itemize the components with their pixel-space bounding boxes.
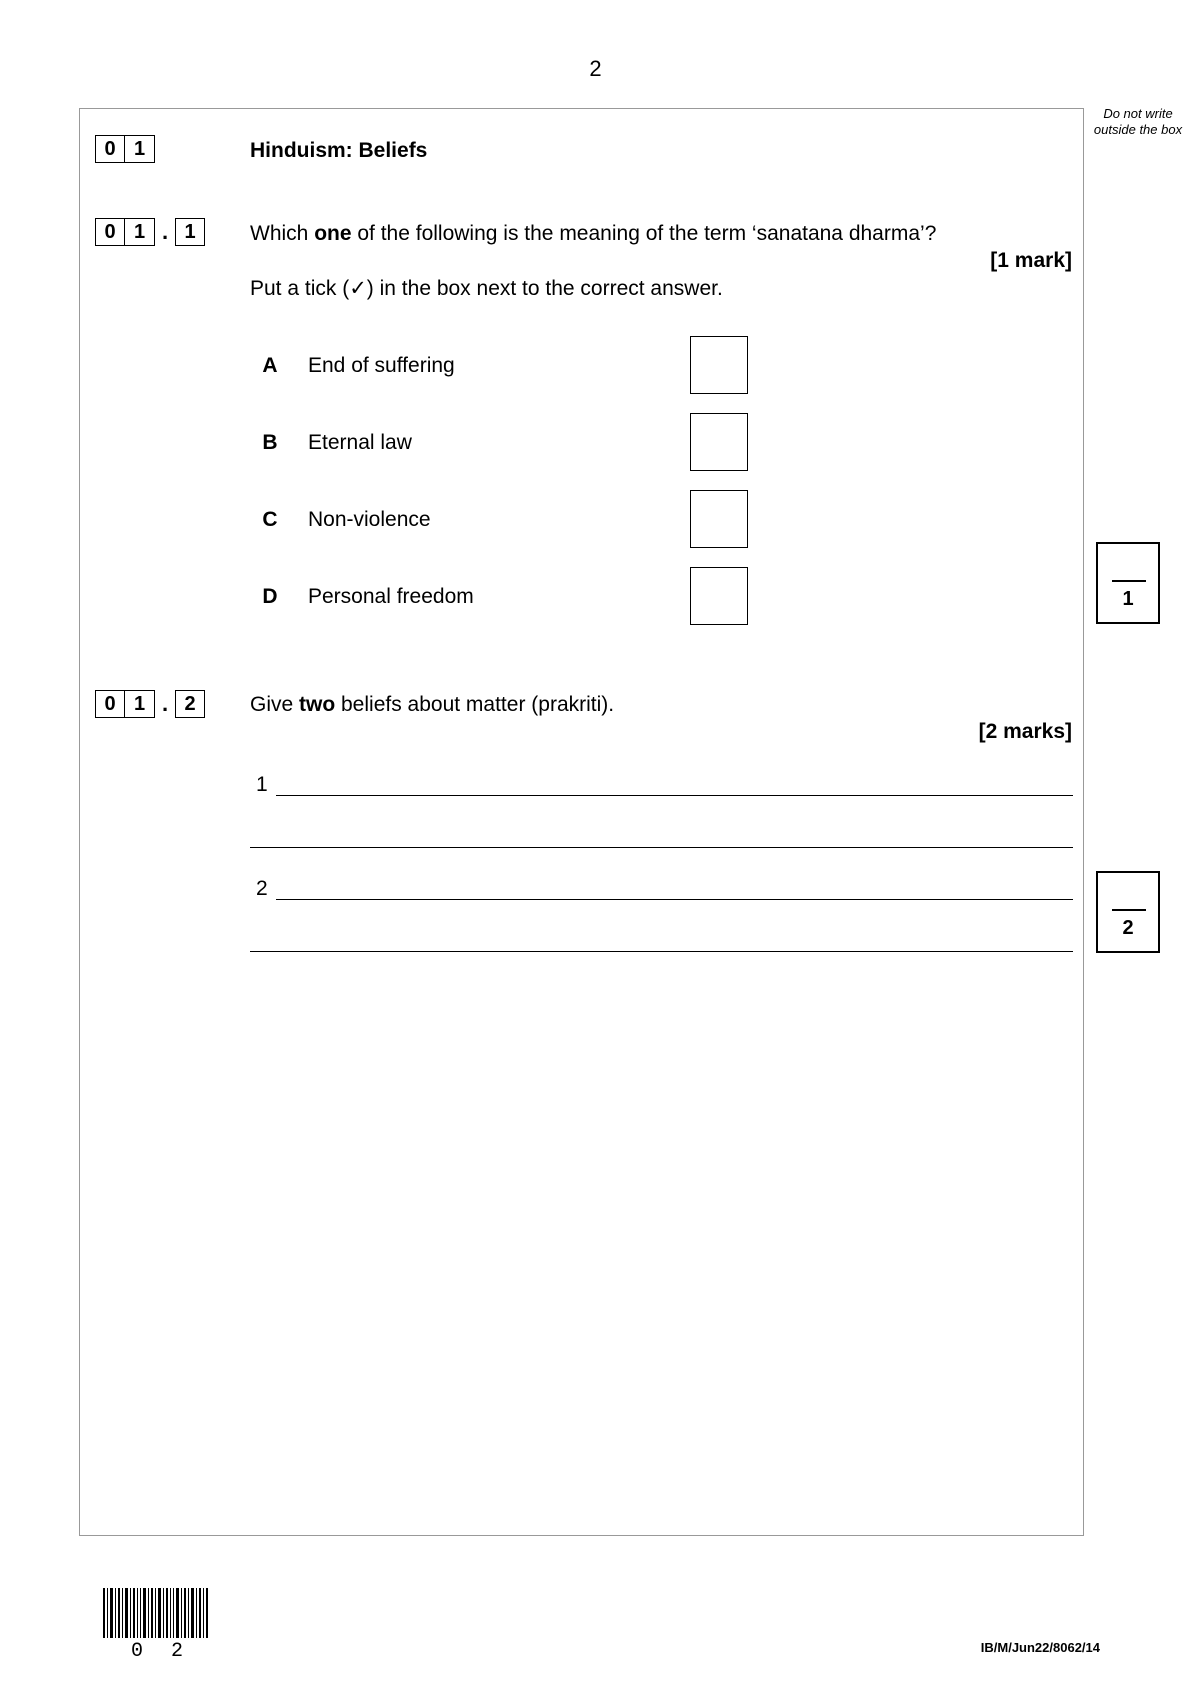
answer-number-2: 2: [256, 877, 268, 900]
option-text-b: Eternal law: [308, 431, 412, 454]
q1-prompt: [250, 222, 936, 246]
q1-marks: [1 mark]: [990, 249, 1072, 272]
option-c-checkbox[interactable]: [690, 490, 748, 548]
section-title: Hinduism: Beliefs: [250, 139, 428, 162]
option-b-checkbox[interactable]: [690, 413, 748, 471]
q2-score-box: [1096, 871, 1160, 953]
option-letter-b: B: [262, 431, 278, 454]
margin-note: Do not write outside the box: [1093, 106, 1183, 137]
q1-score-box: [1096, 542, 1160, 624]
q1-prompt-end: of the following is the meaning of the term ‘sanatana dharma’?: [351, 222, 937, 245]
answer-1-continuation-line[interactable]: [250, 847, 1073, 848]
answer-2-continuation-line[interactable]: [250, 951, 1073, 952]
q2-prompt: [250, 693, 614, 717]
q2-prompt-start: Give: [250, 693, 300, 716]
section-number: [95, 135, 155, 163]
option-text-c: Non-violence: [308, 508, 431, 531]
page-number: 2: [589, 56, 602, 81]
q2-prompt-emphasis: two: [299, 693, 336, 716]
barcode: [103, 1588, 209, 1638]
question-number-digit: 2: [175, 690, 205, 718]
question-number-digit: 1: [125, 690, 155, 718]
question-number-01-1: [95, 218, 205, 246]
section-number-digit: 0: [95, 135, 125, 163]
question-number-digit: 0: [95, 690, 125, 718]
answer-1-line[interactable]: [276, 795, 1073, 796]
option-letter-c: C: [262, 508, 278, 531]
answer-number-1: 1: [256, 773, 268, 796]
option-d-checkbox[interactable]: [690, 567, 748, 625]
footer-code: IB/M/Jun22/8062/14: [980, 1640, 1100, 1655]
q1-prompt-start: Which: [250, 222, 315, 245]
q2-score-total: 2: [1122, 917, 1134, 939]
answer-frame: [79, 108, 1084, 1536]
question-number-digit: 0: [95, 218, 125, 246]
question-number-01-2: [95, 690, 205, 718]
answer-2-line[interactable]: [276, 899, 1073, 900]
score-divider: [1112, 580, 1146, 582]
q1-instruction: Put a tick (✓) in the box next to the correct answer.: [250, 277, 723, 300]
option-text-d: Personal freedom: [308, 585, 474, 608]
section-number-digit: 1: [125, 135, 155, 163]
option-letter-d: D: [262, 585, 278, 608]
question-number-digit: 1: [175, 218, 205, 246]
option-a-checkbox[interactable]: [690, 336, 748, 394]
q1-score-total: 1: [1122, 588, 1134, 610]
question-number-dot: .: [161, 691, 169, 716]
score-divider: [1112, 909, 1146, 911]
barcode-digits: 0 2: [131, 1640, 192, 1663]
question-number-digit: 1: [125, 218, 155, 246]
option-text-a: End of suffering: [308, 354, 455, 377]
option-letter-a: A: [262, 354, 278, 377]
q2-prompt-end: beliefs about matter (prakriti).: [335, 693, 615, 716]
q1-prompt-emphasis: one: [314, 222, 352, 245]
q2-marks: [2 marks]: [978, 720, 1072, 743]
question-number-dot: .: [161, 219, 169, 244]
